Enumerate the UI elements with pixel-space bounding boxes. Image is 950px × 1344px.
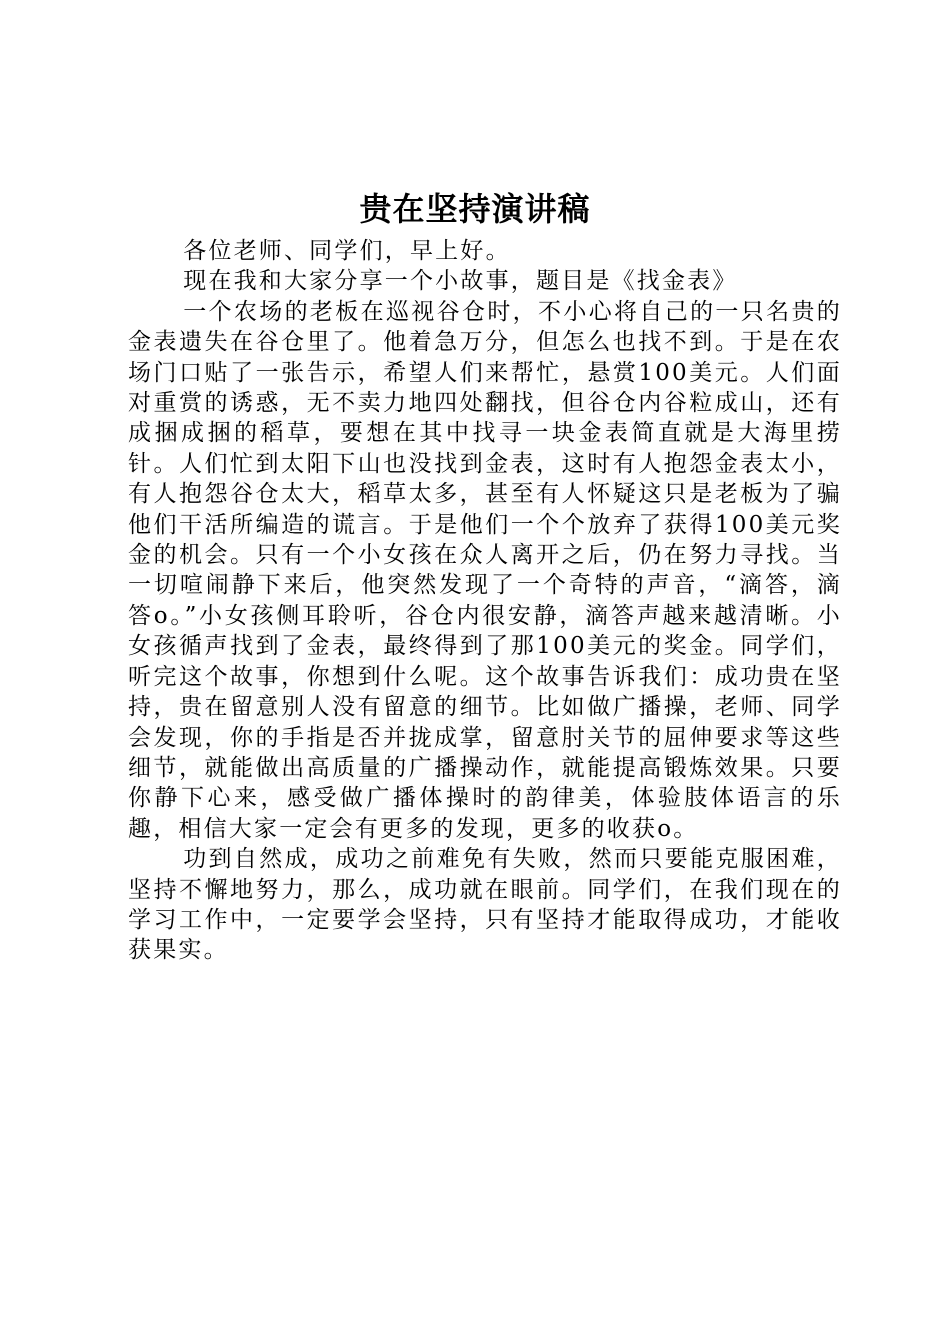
paragraph-greeting: 各位老师、同学们，早上好。: [183, 238, 511, 264]
paragraph-conclusion: 功到自然成，成功之前难免有失败，然而只要能克服困难，坚持不懈地努力，那么，成功就在眼前。同学们，在我们现在的学习工作中，一定要学会坚持，只有坚持才能取得成功，才能收获果实。: [128, 846, 842, 964]
document-title: 贵在坚持演讲稿: [359, 190, 591, 228]
document-body: [128, 236, 842, 966]
paragraph-story: 一个农场的老板在巡视谷仓时，不小心将自己的一只名贵的金表遗失在谷仓里了。他着急万分，但怎么也找不到。于是在农场门口贴了一张告示，希望人们来帮忙，悬赏100美元。人们面对重赏的诱惑，无不卖力地四处翻找，但谷仓内谷粒成山，还有成捆成捆的稻草，要想在其中找寻一块金表简直就是大海里捞针。人们忙到太阳下山也没找到金表，这时有人抱怨金表太小，有人抱怨谷仓太大，稻草太多，甚至有人怀疑这只是老板为了骗他们干活所编造的谎言。于是他们一个个放弃了获得100美元奖金的机会。只有一个小女孩在众人离开之后，仍在努力寻找。当一切喧闹静下来后，他突然发现了一个奇特的声音，“滴答，滴答o。”小女孩侧耳聆听，谷仓内很安静，滴答声越来越清晰。小女孩循声找到了金表，最终得到了那100美元的奖金。同学们，听完这个故事，你想到什么呢。这个故事告诉我们：成功贵在坚持，贵在留意别人没有留意的细节。比如做广播操，老师、同学会发现，你的手指是否并拢成掌，留意肘关节的屈伸要求等这些细节，就能做出高质量的广播操动作，就能提高锻炼效果。只要你静下心来，感受做广播体操时的韵律美，体验肢体语言的乐趣，相信大家一定会有更多的发现，更多的收获o。: [128, 298, 842, 842]
paragraph-intro: 现在我和大家分享一个小故事，题目是《找金表》: [183, 268, 738, 295]
